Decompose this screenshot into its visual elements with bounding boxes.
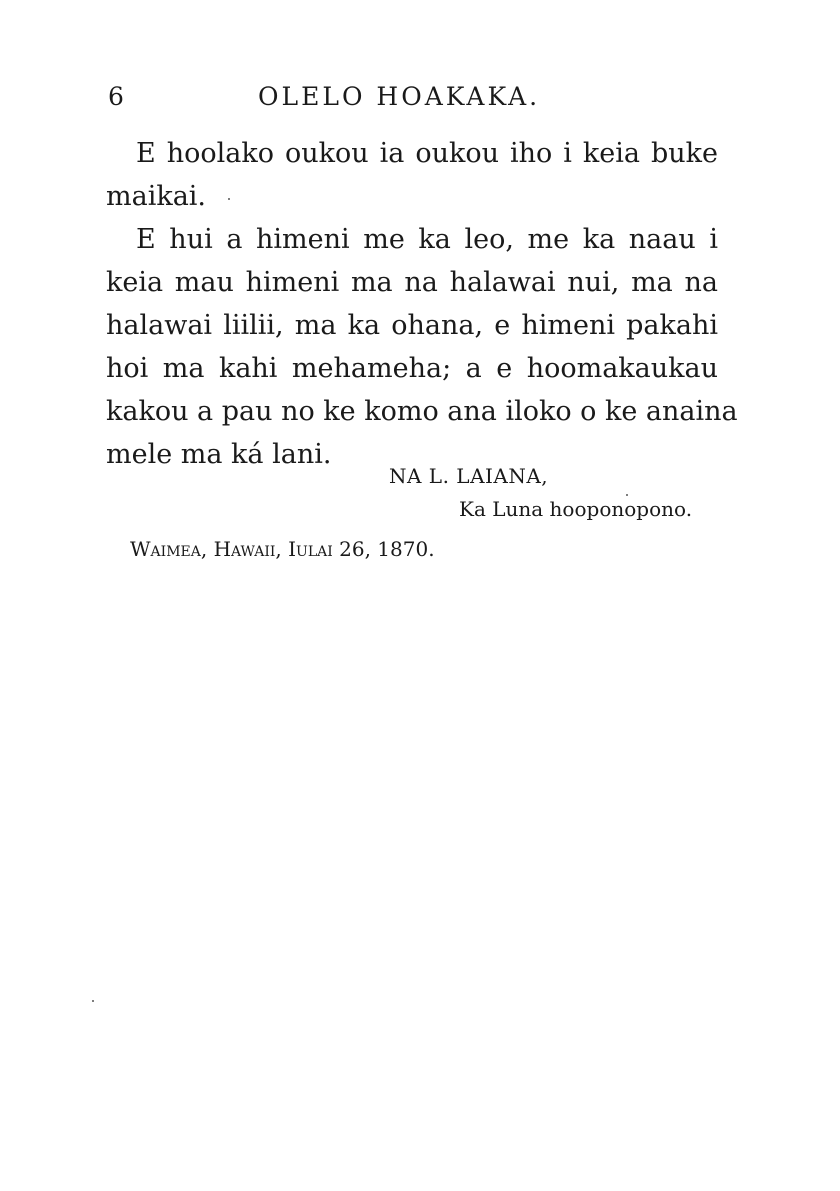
text-line: kakou a pau no ke komo ana iloko o ke anaina xyxy=(106,396,738,427)
page-number: 6 xyxy=(108,82,127,111)
text-line: halawai liilii, ma ka ohana, e himeni pakahi xyxy=(106,310,718,341)
print-speck xyxy=(626,494,628,496)
running-head xyxy=(108,82,578,116)
text-line: hoi ma kahi mehameha; a e hoomakaukau xyxy=(106,353,718,384)
preface-text xyxy=(106,132,738,476)
place-date: Waimea, Hawaii, Iulai 26, 1870. xyxy=(130,537,435,561)
text-line: E hoolako oukou ia oukou iho i keia buke xyxy=(136,138,718,169)
text-line: mele ma ká lani. xyxy=(106,439,332,470)
signature-title: Ka Luna hooponopono. xyxy=(459,497,693,521)
text-line: E hui a himeni me ka leo, me ka naau i xyxy=(136,224,718,255)
print-speck xyxy=(228,198,230,200)
running-title: OLELO HOAKAKA. xyxy=(258,82,541,111)
signature-name: NA L. LAIANA, xyxy=(389,464,549,488)
text-line: maikai. xyxy=(106,181,207,212)
text-line: keia mau himeni ma na halawai nui, ma na xyxy=(106,267,718,298)
print-speck xyxy=(92,1000,94,1002)
